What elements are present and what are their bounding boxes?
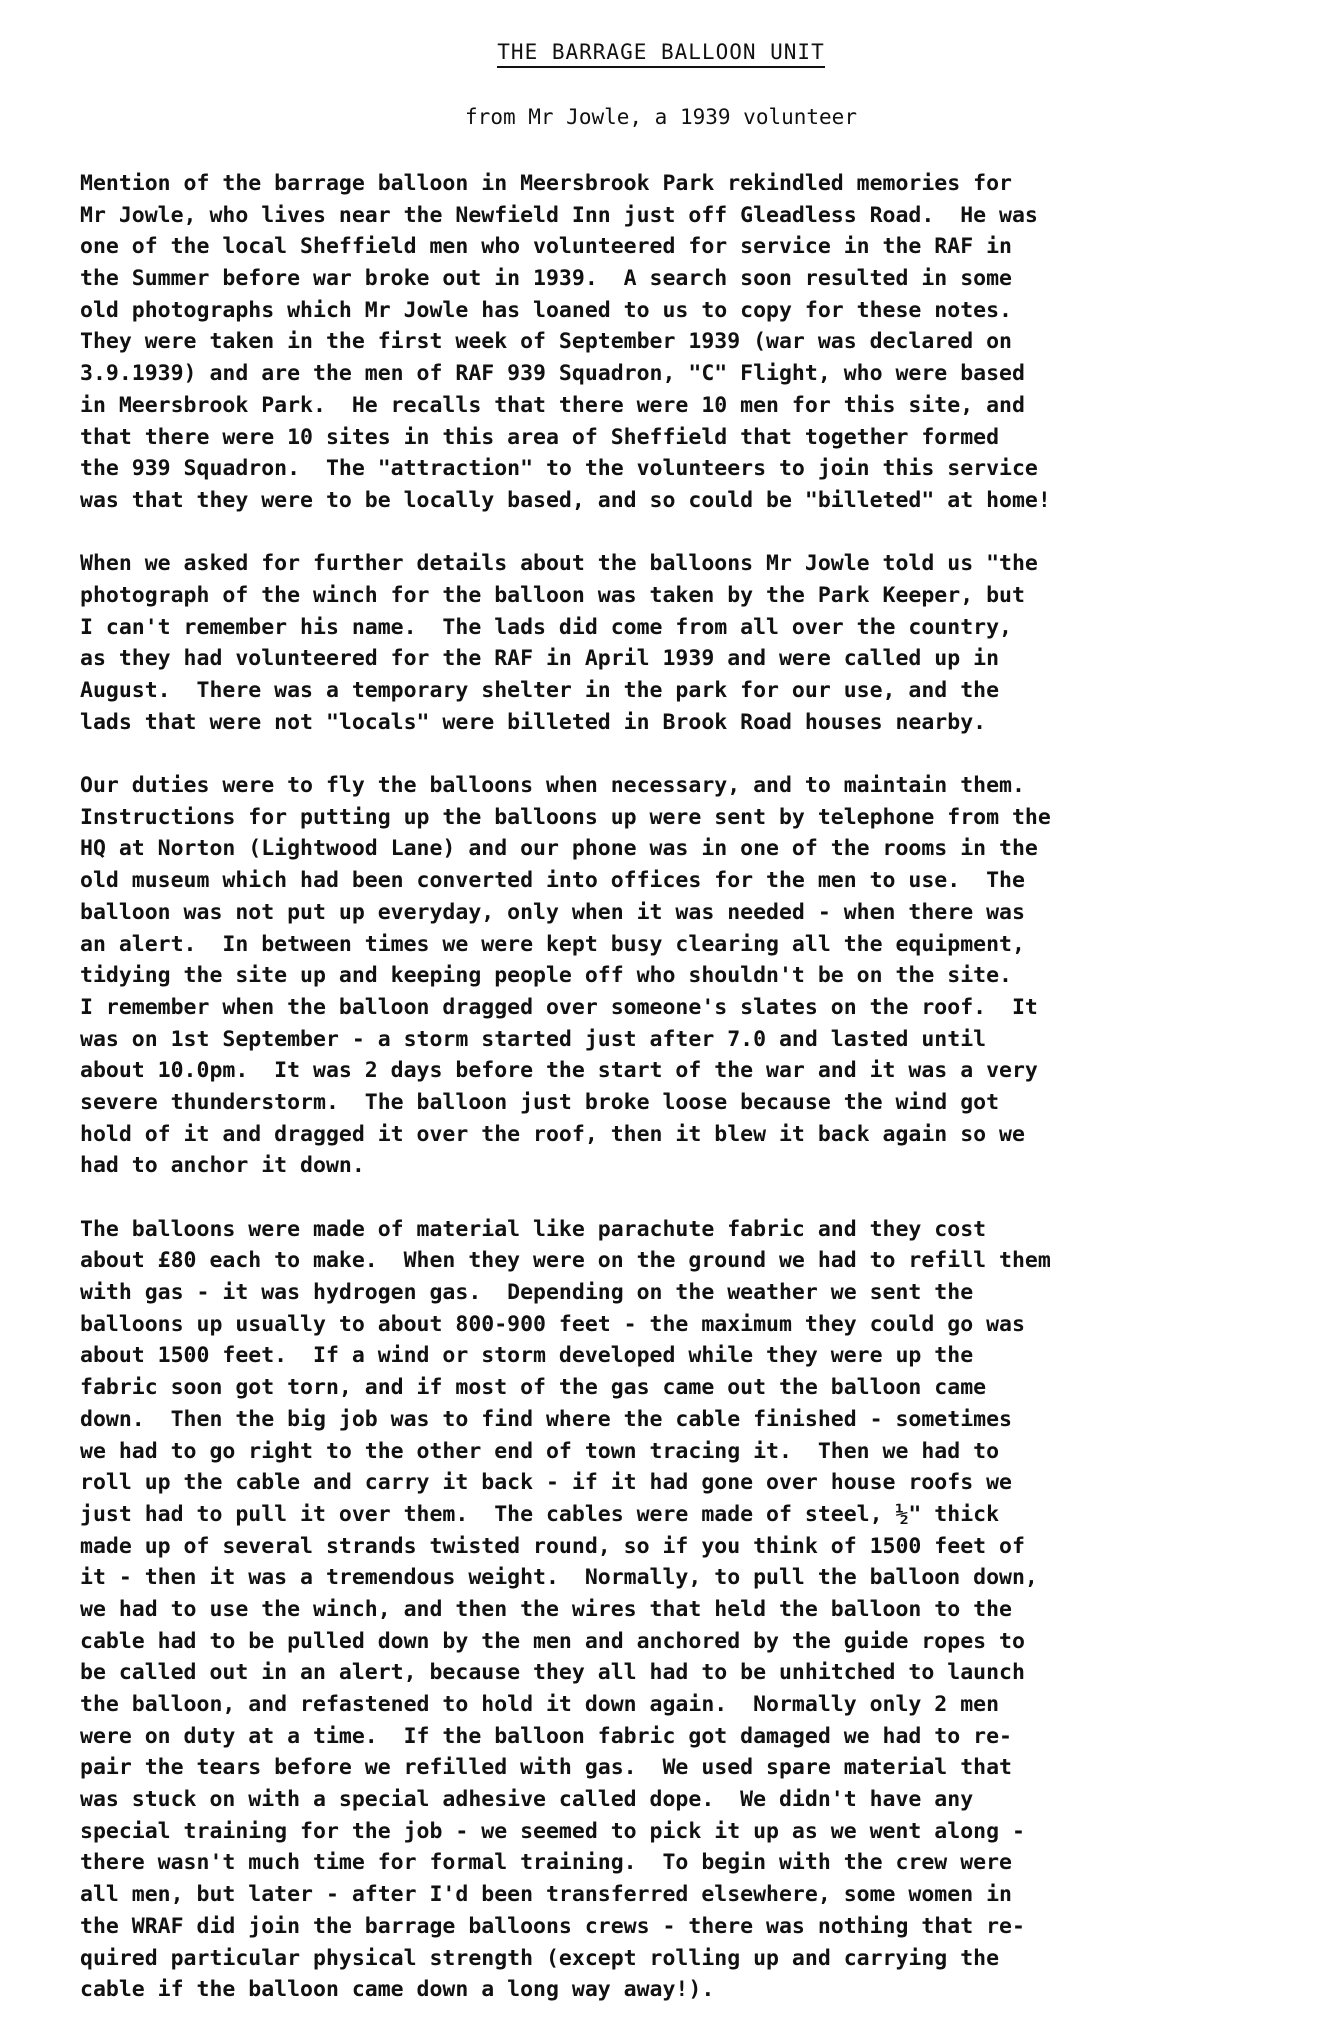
text-line: balloon was not put up everyday, only when it was needed - when there was xyxy=(80,899,1025,925)
text-line: in Meersbrook Park. He recalls that there were 10 men for this site, and xyxy=(80,392,1025,418)
text-line: was that they were to be locally based, and so could be "billeted" at home! xyxy=(80,487,1051,513)
text-line: about £80 each to make. When they were on the ground we had to refill them xyxy=(80,1248,1051,1274)
text-line: we had to go right to the other end of town tracing it. Then we had to xyxy=(80,1438,1000,1464)
text-line: roll up the cable and carry it back - if it had gone over house roofs we xyxy=(80,1470,1012,1496)
paragraph-gap xyxy=(80,738,1290,770)
text-line: tidying the site up and keeping people off who shouldn't be on the site. xyxy=(80,963,1012,989)
text-line: made up of several strands twisted round, so if you think of 1500 feet of xyxy=(80,1533,1025,1559)
text-line: They were taken in the first week of September 1939 (war was declared on xyxy=(80,329,1012,355)
text-line: be called out in an alert, because they all had to be unhitched to launch xyxy=(80,1660,1025,1686)
text-line: the WRAF did join the barrage balloons crews - there was nothing that re- xyxy=(80,1913,1025,1939)
text-line: Our duties were to fly the balloons when necessary, and to maintain them. xyxy=(80,773,1025,799)
text-line: it - then it was a tremendous weight. Normally, to pull the balloon down, xyxy=(80,1565,1038,1591)
text-line: Instructions for putting up the balloons up were sent by telephone from the xyxy=(80,804,1051,830)
text-line: that there were 10 sites in this area of Sheffield that together formed xyxy=(80,424,1000,450)
text-line: quired particular physical strength (except rolling up and carrying the xyxy=(80,1945,1000,1971)
text-line: photograph of the winch for the balloon was taken by the Park Keeper, but xyxy=(80,582,1025,608)
text-line: August. There was a temporary shelter in the park for our use, and the xyxy=(80,678,1000,703)
text-line: about 10.0pm. It was 2 days before the start of the war and it was a very xyxy=(80,1058,1038,1084)
document-title-text: THE BARRAGE BALLOON UNIT xyxy=(497,40,824,68)
paragraph xyxy=(80,548,1290,738)
text-line: all men, but later - after I'd been transferred elsewhere, some women in xyxy=(80,1882,1012,1908)
text-line: were on duty at a time. If the balloon fabric got damaged we had to re- xyxy=(80,1723,1012,1749)
text-line: Mention of the barrage balloon in Meersbrook Park rekindled memories for xyxy=(80,171,1012,196)
text-line: severe thunderstorm. The balloon just broke loose because the wind got xyxy=(80,1089,1000,1115)
text-line: special training for the job - we seemed to pick it up as we went along - xyxy=(80,1818,1025,1844)
document-title xyxy=(0,40,1322,64)
document-body xyxy=(80,168,1290,2006)
text-line: cable if the balloon came down a long way away!). xyxy=(80,1977,715,2003)
text-line: with gas - it was hydrogen gas. Depending on the weather we sent the xyxy=(80,1280,974,1306)
text-line: had to anchor it down. xyxy=(80,1153,365,1179)
text-line: balloons up usually to about 800-900 feet - the maximum they could go was xyxy=(80,1311,1025,1337)
text-line: The balloons were made of material like parachute fabric and they cost xyxy=(80,1216,987,1242)
text-line: old photographs which Mr Jowle has loaned to us to copy for these notes. xyxy=(80,297,1012,323)
text-line: an alert. In between times we were kept busy clearing all the equipment, xyxy=(80,931,1025,957)
text-line: fabric soon got torn, and if most of the gas came out the balloon came xyxy=(80,1375,987,1401)
paragraph-gap xyxy=(80,1182,1290,1214)
paragraph-gap xyxy=(80,517,1290,549)
text-line: about 1500 feet. If a wind or storm developed while they were up the xyxy=(80,1343,974,1369)
text-line: hold of it and dragged it over the roof, then it blew it back again so we xyxy=(80,1121,1025,1147)
paragraph xyxy=(80,168,1290,517)
text-line: the balloon, and refastened to hold it down again. Normally only 2 men xyxy=(80,1692,1000,1717)
text-line: just had to pull it over them. The cables were made of steel, ½" thick xyxy=(80,1501,1000,1527)
text-line: one of the local Sheffield men who volunteered for service in the RAF in xyxy=(80,234,1012,260)
text-line: cable had to be pulled down by the men and anchored by the guide ropes to xyxy=(80,1628,1025,1654)
text-line: we had to use the winch, and then the wires that held the balloon to the xyxy=(80,1596,1012,1622)
text-line: lads that were not "locals" were billeted in Brook Road houses nearby. xyxy=(80,709,987,735)
paragraph xyxy=(80,770,1290,1182)
text-line: 3.9.1939) and are the men of RAF 939 Squadron, "C" Flight, who were based xyxy=(80,361,1025,387)
text-line: was on 1st September - a storm started just after 7.0 and lasted until xyxy=(80,1026,987,1052)
text-line: the 939 Squadron. The "attraction" to the volunteers to join this service xyxy=(80,456,1038,482)
text-line: I remember when the balloon dragged over someone's slates on the roof. It xyxy=(80,994,1038,1020)
text-line: I can't remember his name. The lads did come from all over the country, xyxy=(80,614,1012,640)
text-line: When we asked for further details about the balloons Mr Jowle told us "the xyxy=(80,551,1038,577)
text-line: Mr Jowle, who lives near the Newfield Inn just off Gleadless Road. He was xyxy=(80,202,1038,228)
text-line: pair the tears before we refilled with gas. We used spare material that xyxy=(80,1755,1012,1781)
text-line: down. Then the big job was to find where the cable finished - sometimes xyxy=(80,1406,1012,1432)
text-line: there wasn't much time for formal training. To begin with the crew were xyxy=(80,1850,1012,1876)
text-line: was stuck on with a special adhesive called dope. We didn't have any xyxy=(80,1787,974,1813)
paragraph xyxy=(80,1214,1290,2006)
text-line: the Summer before war broke out in 1939. A search soon resulted in some xyxy=(80,266,1012,292)
text-line: as they had volunteered for the RAF in April 1939 and were called up in xyxy=(80,646,1000,672)
text-line: old museum which had been converted into offices for the men to use. The xyxy=(80,868,1025,894)
document-subtitle: from Mr Jowle, a 1939 volunteer xyxy=(465,105,857,129)
text-line: HQ at Norton (Lightwood Lane) and our phone was in one of the rooms in the xyxy=(80,836,1038,862)
